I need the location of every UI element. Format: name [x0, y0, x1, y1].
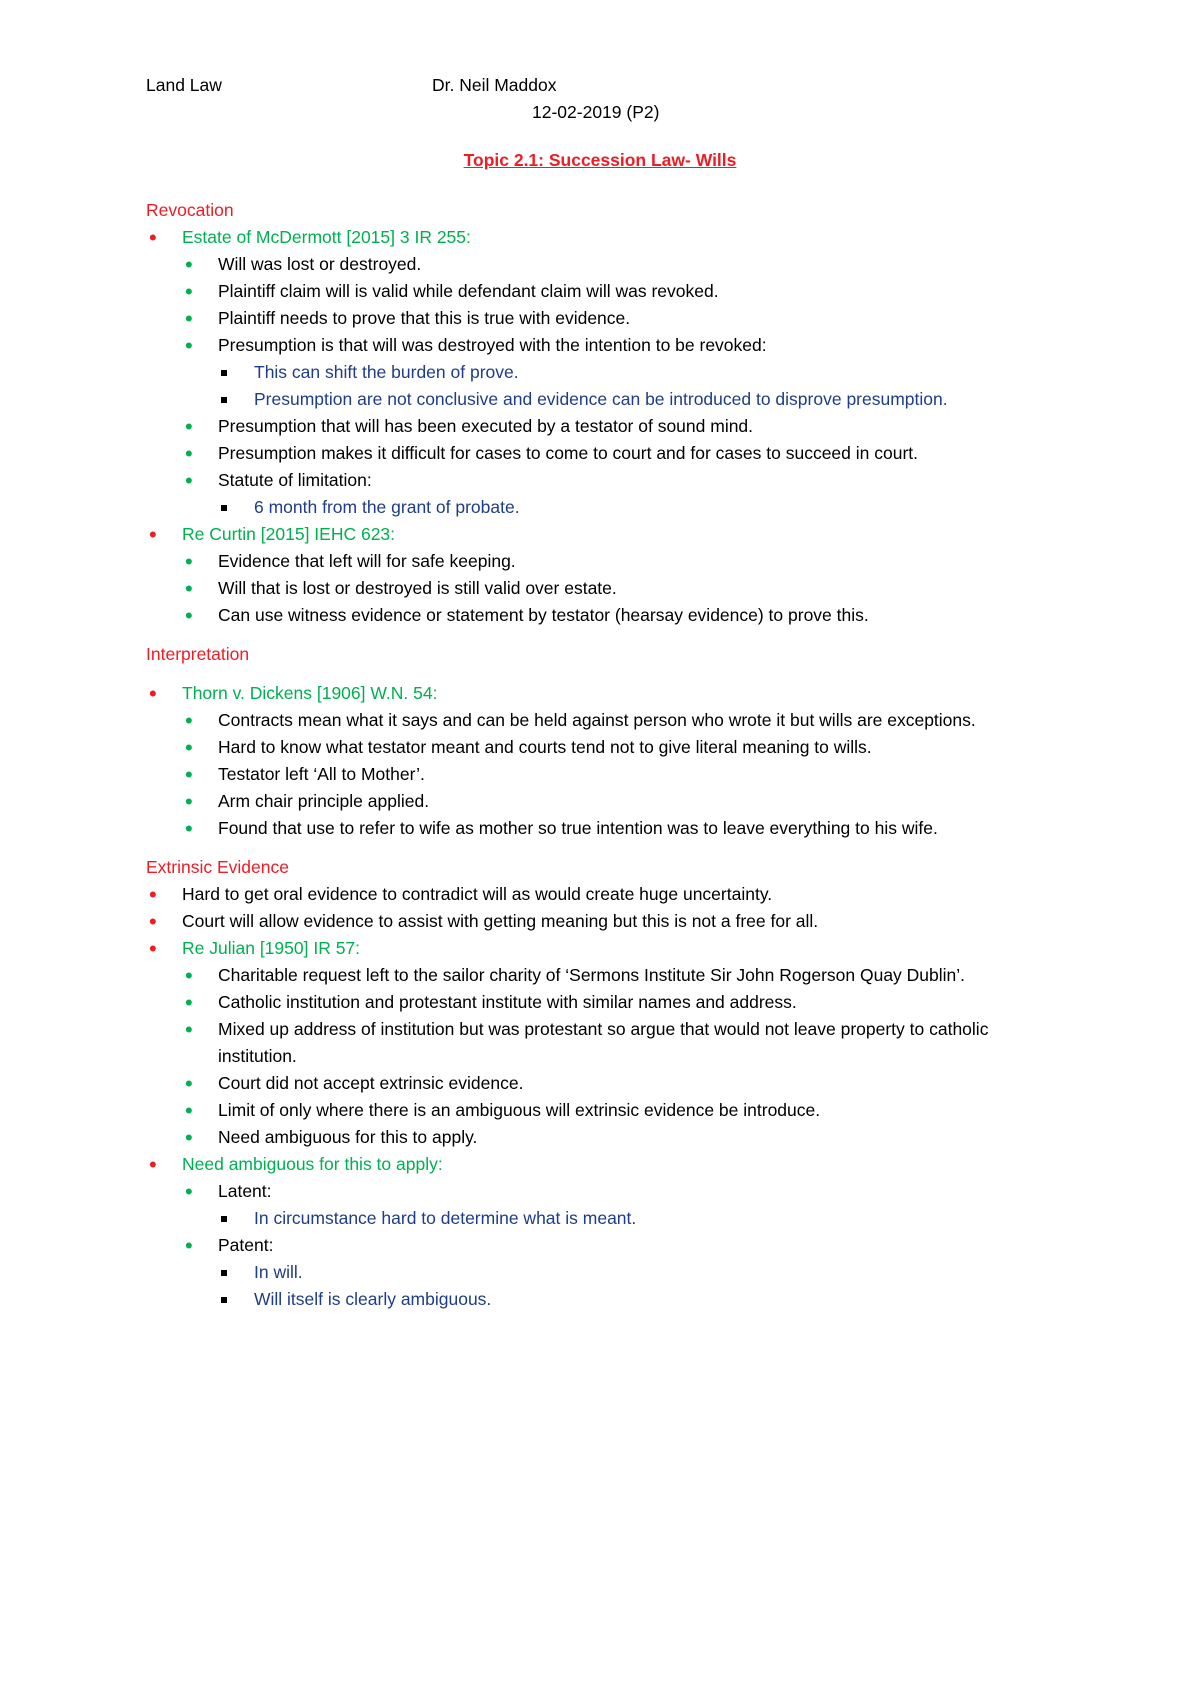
list-item: • Limit of only where there is an ambiguous will extrinsic evidence be introduce. — [218, 1097, 1068, 1124]
case-item: • Thorn v. Dickens [1906] W.N. 54: — [182, 680, 1062, 707]
list-item: • Patent: — [218, 1232, 1068, 1259]
list-item: • Statute of limitation: — [218, 467, 1068, 494]
list-item: • Testator left ‘All to Mother’. — [218, 761, 1068, 788]
list-item: • Presumption is that will was destroyed with the intention to be revoked: — [218, 332, 1068, 359]
lecture-date: 12-02-2019 (P2) — [532, 102, 660, 122]
list-item: • Court will allow evidence to assist with getting meaning but this is not a free for all. — [182, 908, 1062, 935]
sub-list-item: Presumption are not conclusive and evidence can be introduced to disprove presumption. — [254, 386, 1044, 413]
list-item: • Charitable request left to the sailor charity of ‘Sermons Institute Sir John Rogerson Quay Dublin’. — [218, 962, 1068, 989]
sub-list-item: This can shift the burden of prove. — [254, 359, 1044, 386]
list-item: • Can use witness evidence or statement by testator (hearsay evidence) to prove this. — [218, 602, 1068, 629]
list-item: • Plaintiff needs to prove that this is true with evidence. — [218, 305, 1068, 332]
list-item: • Will that is lost or destroyed is still valid over estate. — [218, 575, 1068, 602]
sub-list-item: In circumstance hard to determine what is meant. — [254, 1205, 1044, 1232]
list-item: • Presumption makes it difficult for cases to come to court and for cases to succeed in court. — [218, 440, 1068, 467]
list-item: • Arm chair principle applied. — [218, 788, 1068, 815]
list-item: • Evidence that left will for safe keeping. — [218, 548, 1068, 575]
list-item: • Catholic institution and protestant institute with similar names and address. — [218, 989, 1068, 1016]
sub-list-item: 6 month from the grant of probate. — [254, 494, 1044, 521]
case-item: • Re Julian [1950] IR 57: — [182, 935, 1062, 962]
section-heading: Extrinsic Evidence — [146, 857, 289, 877]
case-item: • Need ambiguous for this to apply: — [182, 1151, 1062, 1178]
list-item: • Hard to get oral evidence to contradict will as would create huge uncertainty. — [182, 881, 1062, 908]
list-item: • Found that use to refer to wife as mother so true intention was to leave everything to his wife. — [218, 815, 1068, 842]
section-heading: Revocation — [146, 200, 234, 220]
page-title: Topic 2.1: Succession Law- Wills — [463, 150, 737, 170]
list-item: • Latent: — [218, 1178, 1068, 1205]
course-name: Land Law — [146, 75, 222, 95]
list-item: • Need ambiguous for this to apply. — [218, 1124, 1068, 1151]
sub-list-item: In will. — [254, 1259, 1044, 1286]
list-item: • Will was lost or destroyed. — [218, 251, 1068, 278]
sub-list-item: Will itself is clearly ambiguous. — [254, 1286, 1044, 1313]
case-item: • Estate of McDermott [2015] 3 IR 255: — [182, 224, 1062, 251]
case-item: • Re Curtin [2015] IEHC 623: — [182, 521, 1062, 548]
list-item: • Plaintiff claim will is valid while defendant claim will was revoked. — [218, 278, 1068, 305]
list-item: • Hard to know what testator meant and courts tend not to give literal meaning to wills. — [218, 734, 1068, 761]
list-item: • Court did not accept extrinsic evidence. — [218, 1070, 1068, 1097]
list-item: • Presumption that will has been executed by a testator of sound mind. — [218, 413, 1068, 440]
section-heading: Interpretation — [146, 644, 250, 664]
list-item: • Contracts mean what it says and can be held against person who wrote it but wills are exceptions. — [218, 707, 1068, 734]
list-item: • Mixed up address of institution but was protestant so argue that would not leave property to catholic institution. — [218, 1016, 1068, 1070]
notes-body — [0, 197, 1200, 1313]
lecturer-name: Dr. Neil Maddox — [432, 75, 557, 95]
